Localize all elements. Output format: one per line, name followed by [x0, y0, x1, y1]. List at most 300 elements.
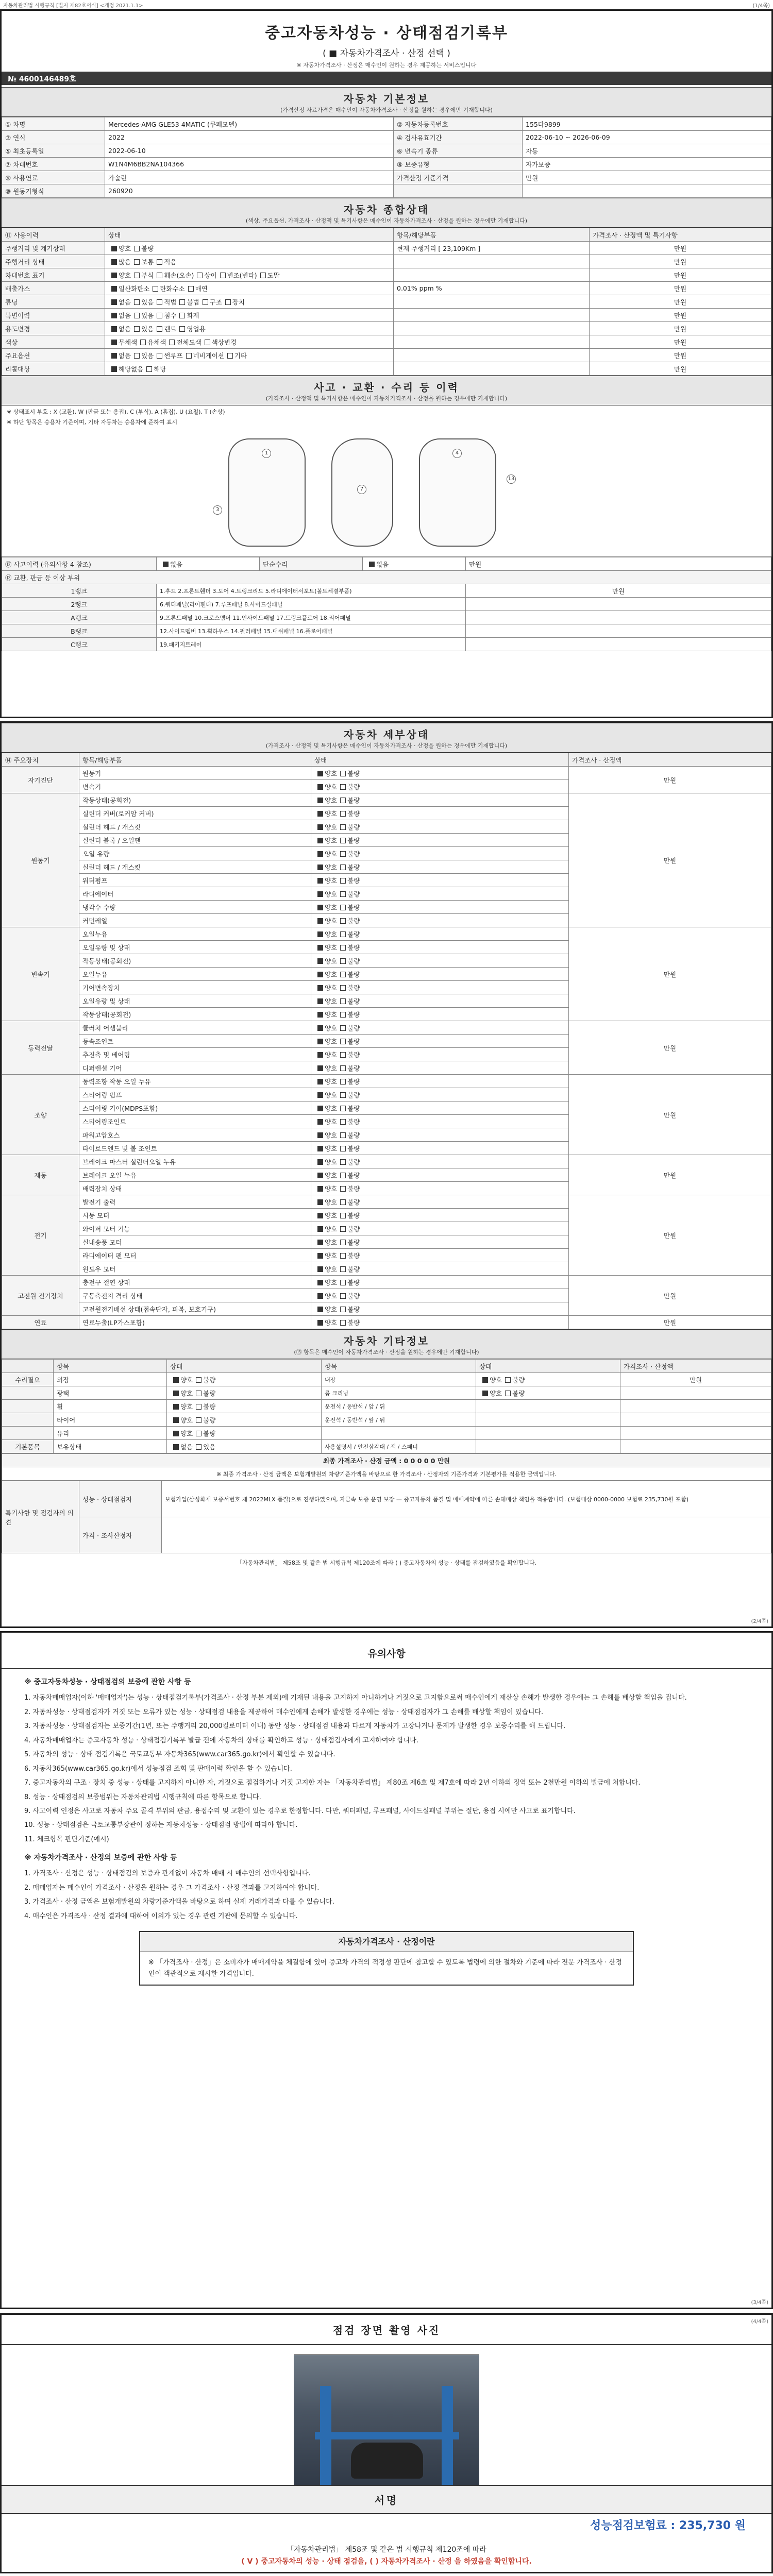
- detail-item: 실린더 헤드 / 개스킷: [79, 860, 311, 874]
- detail-item: 변속기: [79, 780, 311, 793]
- checkbox-icon[interactable]: [146, 366, 152, 372]
- checkbox-icon[interactable]: [340, 865, 346, 870]
- other-row: [2, 1440, 771, 1453]
- checkbox-icon[interactable]: [173, 1444, 179, 1450]
- checkbox-icon[interactable]: [340, 1213, 346, 1218]
- checkbox-icon[interactable]: [340, 1146, 346, 1151]
- notice-item: 1. 가격조사 · 산정은 성능 · 상태점검의 보증과 관계없이 자동차 매매 시 매수인의 선택사항입니다.: [24, 1870, 311, 1878]
- summary-detail: [394, 295, 590, 309]
- detail-item: 라디에이터 팬 모터: [79, 1249, 311, 1262]
- appraisal-definition-text: ※ 「가격조사 · 산정」은 소비자가 매매계약을 체결함에 있어 중고차 가격의 적정성 판단에 참고할 수 있도록 법령에 의한 절차와 기준에 따라 전문 가격조사 · 산정인이 객관적으로 제시한 가격입니다.: [148, 1959, 622, 1978]
- checkbox-icon[interactable]: [196, 1444, 201, 1450]
- checkbox-icon[interactable]: [317, 851, 323, 857]
- checkbox-icon[interactable]: [169, 340, 175, 345]
- special-label: 특기사항 및 점검자의 의견: [2, 1481, 79, 1553]
- detail-item: 와이퍼 모터 기능: [79, 1222, 311, 1235]
- checkbox-icon[interactable]: [317, 1119, 323, 1125]
- checkbox-icon[interactable]: [317, 1039, 323, 1044]
- document-note: ※ 자동차가격조사 · 산정은 매수인이 원하는 경우 제공하는 서비스입니다: [296, 62, 477, 69]
- summary-detail: [394, 255, 590, 268]
- checkbox-icon[interactable]: [317, 998, 323, 1004]
- notice-item: 8. 성능 · 상태점검의 보증범위는 자동차관리법 시행규칙에 따른 항목으로 합니다.: [24, 1793, 261, 1801]
- accident-history-label: ⑫ 사고이력 (유의사항 4 참조): [2, 557, 157, 571]
- page-1: [0, 9, 773, 718]
- detail-item: 등속조인트: [79, 1035, 311, 1048]
- checkbox-icon[interactable]: [317, 1226, 323, 1232]
- summary-state: 일산화탄소 탄화수소 매연: [105, 282, 394, 295]
- basic-info-value: 2022-06-10: [105, 144, 394, 158]
- checkbox-icon[interactable]: [340, 811, 346, 817]
- checkbox-icon[interactable]: [340, 824, 346, 830]
- checkbox-icon[interactable]: [340, 1159, 346, 1165]
- special-inspector-value: 보험가입(삼성화재 보증서번호 제 2022MLX 품질)으로 진행하였으며, 자금속 보증 운영 보장 — 중고자동차 품질 및 매매계약에 따른 손해배상 책임을 적용합니다. (보험대상 0000-0000 보험료 235,730원 포함): [162, 1481, 771, 1517]
- summary-row: [2, 309, 771, 322]
- checkbox-icon[interactable]: [317, 1132, 323, 1138]
- checkbox-icon[interactable]: [196, 1417, 201, 1423]
- checkbox-icon[interactable]: [317, 945, 323, 951]
- checkbox-icon[interactable]: [340, 1280, 346, 1285]
- basic-info-label: ⑥ 변속기 종류: [394, 144, 523, 158]
- detail-item: 고전원전기배선 상태(접속단자, 피복, 보호기구): [79, 1302, 311, 1316]
- checkbox-icon[interactable]: [173, 1417, 179, 1423]
- form-header-line: [0, 0, 773, 8]
- rank-price: 만원: [466, 584, 771, 598]
- checkbox-icon[interactable]: [317, 1266, 323, 1272]
- basic-info-value: 2022: [105, 131, 394, 144]
- detail-item: 실린더 커버(로커암 커버): [79, 807, 311, 820]
- summary-state: 해당없음 해당: [105, 362, 394, 376]
- checkbox-icon[interactable]: [317, 905, 323, 910]
- other-state-b: 양호 불량: [476, 1386, 620, 1400]
- checkbox-icon[interactable]: [340, 1025, 346, 1031]
- checkbox-icon[interactable]: [340, 1253, 346, 1259]
- rank-price: [466, 598, 771, 611]
- checkbox-icon[interactable]: [173, 1391, 179, 1396]
- checkbox-icon[interactable]: [111, 286, 117, 292]
- rank-row: [2, 638, 771, 651]
- summary-row: [2, 335, 771, 349]
- checkbox-icon[interactable]: [111, 366, 117, 372]
- detail-state: 양호 불량: [311, 847, 569, 860]
- checkbox-icon[interactable]: [340, 1079, 346, 1084]
- other-title: 자동차 기타정보: [343, 1335, 430, 1347]
- other-item-b: 내장: [322, 1373, 476, 1386]
- checkbox-icon[interactable]: [340, 771, 346, 776]
- basic-info-table: [2, 117, 771, 198]
- checkbox-icon[interactable]: [317, 1240, 323, 1245]
- other-price: [620, 1427, 771, 1440]
- detail-row: [2, 767, 771, 780]
- other-item-b: 사용설명서 / 안전삼각대 / 잭 / 스패너: [322, 1440, 476, 1453]
- checkbox-icon[interactable]: [317, 1186, 323, 1192]
- checkbox-icon[interactable]: [140, 340, 146, 345]
- other-price: [620, 1440, 771, 1453]
- basic-info-label: [394, 184, 523, 198]
- basic-info-value: [523, 184, 771, 198]
- checkbox-icon[interactable]: [340, 1186, 346, 1192]
- checkbox-icon[interactable]: [111, 259, 117, 265]
- other-state: 양호 불량: [167, 1413, 322, 1427]
- other-item: 광택: [54, 1386, 167, 1400]
- other-price: [620, 1413, 771, 1427]
- checkbox-icon[interactable]: [317, 1106, 323, 1111]
- other-col-price: 가격조사 · 산정액: [620, 1360, 771, 1373]
- detail-item: 작동상태(공회전): [79, 1008, 311, 1021]
- checkbox-icon[interactable]: [340, 784, 346, 790]
- part-marker: 7: [357, 485, 366, 494]
- basic-info-label: ⑦ 차대번호: [2, 158, 105, 171]
- summary-detail: 현재 주행거리 [ 23,109Km ]: [394, 242, 590, 255]
- detail-item: 스티어링 펌프: [79, 1088, 311, 1101]
- checkbox-icon[interactable]: [173, 1431, 179, 1436]
- checkbox-icon[interactable]: [111, 246, 117, 251]
- other-item: 유리: [54, 1427, 167, 1440]
- detail-group: 자기진단: [2, 767, 79, 793]
- checkbox-icon[interactable]: [134, 259, 140, 265]
- checkbox-icon[interactable]: [225, 299, 231, 305]
- checkbox-icon[interactable]: [317, 1173, 323, 1178]
- accident-title: 사고 · 교환 · 수리 등 이력: [314, 381, 459, 394]
- checkbox-icon[interactable]: [317, 891, 323, 897]
- detail-row: [2, 793, 771, 807]
- other-item-b: 운전석 / 동반석 / 앞 / 뒤: [322, 1413, 476, 1427]
- checkbox-icon[interactable]: [340, 851, 346, 857]
- checkbox-icon[interactable]: [317, 798, 323, 803]
- checkbox-icon[interactable]: [340, 1293, 346, 1299]
- other-state-b: [476, 1440, 620, 1453]
- part-marker: 4: [452, 449, 462, 458]
- checkbox-icon[interactable]: [317, 958, 323, 964]
- detail-price: 만원: [569, 1155, 771, 1195]
- detail-state: 양호 불량: [311, 793, 569, 807]
- checkbox-icon[interactable]: [340, 838, 346, 843]
- checkbox-icon[interactable]: [179, 299, 185, 305]
- signature-section: [2, 2485, 771, 2572]
- checkbox-icon[interactable]: [157, 326, 162, 332]
- checkbox-icon[interactable]: [205, 340, 210, 345]
- rank-label: C랭크: [2, 638, 157, 651]
- rank-price: [466, 638, 771, 651]
- other-price: 만원: [620, 1373, 771, 1386]
- checkbox-icon[interactable]: [340, 878, 346, 884]
- checkbox-icon[interactable]: [317, 1293, 323, 1299]
- rank-price: [466, 624, 771, 638]
- signature-footer: [2, 2544, 771, 2567]
- checkbox-icon[interactable]: [317, 972, 323, 977]
- detail-item: 발전기 출력: [79, 1195, 311, 1209]
- checkbox-icon[interactable]: [340, 918, 346, 924]
- checkbox-icon[interactable]: [196, 1391, 201, 1396]
- checkbox-icon[interactable]: [173, 1377, 179, 1383]
- checkbox-icon[interactable]: [340, 1039, 346, 1044]
- checkbox-icon[interactable]: [111, 326, 117, 332]
- accident-legend-2: ※ 하단 항목은 승용차 기준이며, 기타 자동차는 승용차에 준하여 표시: [7, 419, 178, 426]
- checkbox-icon[interactable]: [340, 1199, 346, 1205]
- checkbox-icon[interactable]: [260, 273, 266, 278]
- checkbox-icon[interactable]: [317, 1025, 323, 1031]
- checkbox-icon[interactable]: [134, 326, 140, 332]
- checkbox-icon[interactable]: [317, 918, 323, 924]
- checkbox-icon[interactable]: [317, 838, 323, 843]
- checkbox-icon[interactable]: [340, 1226, 346, 1232]
- detail-state: 양호 불량: [311, 981, 569, 994]
- checkbox-icon[interactable]: [317, 824, 323, 830]
- checkbox-icon[interactable]: [317, 1199, 323, 1205]
- photo-section-title: 점검 장면 촬영 사진: [2, 2315, 771, 2345]
- checkbox-icon[interactable]: [317, 1012, 323, 1018]
- checkbox-icon[interactable]: [340, 1065, 346, 1071]
- notice-subheading-1: ※ 중고자동차성능 · 상태점검의 보증에 관한 사항 등: [24, 1678, 191, 1687]
- checkbox-icon[interactable]: [134, 313, 140, 318]
- other-item: 보유상태: [54, 1440, 167, 1453]
- detail-table: [2, 753, 771, 1329]
- checkbox-icon[interactable]: [317, 1065, 323, 1071]
- notice-section: [2, 1633, 771, 1993]
- checkbox-icon[interactable]: [317, 1253, 323, 1259]
- checkbox-icon[interactable]: [196, 1431, 201, 1436]
- checkbox-icon[interactable]: [505, 1377, 511, 1383]
- checkbox-icon[interactable]: [482, 1377, 488, 1383]
- checkbox-icon[interactable]: [340, 985, 346, 991]
- checkbox-icon[interactable]: [340, 1052, 346, 1058]
- basic-info-row: [2, 144, 771, 158]
- other-group: 수리필요: [2, 1373, 54, 1386]
- checkbox-icon[interactable]: [111, 273, 117, 278]
- checkbox-icon[interactable]: [340, 891, 346, 897]
- checkbox-icon[interactable]: [317, 1307, 323, 1312]
- rank-row: [2, 611, 771, 624]
- rank-parts: 1.후드 2.프론트휀더 3.도어 4.트렁크리드 5.라디에이터서포트(볼트체결부품): [157, 584, 466, 598]
- notice-item: 6. 자동차365(www.car365.go.kr)에서 성능점검 조회 및 판매이력 확인을 할 수 있습니다.: [24, 1765, 292, 1773]
- checkbox-icon[interactable]: [186, 353, 192, 359]
- other-state-b: 양호 불량: [476, 1373, 620, 1386]
- checkbox-icon[interactable]: [317, 1320, 323, 1326]
- checkbox-icon[interactable]: [340, 931, 346, 937]
- checkbox-icon[interactable]: [317, 1052, 323, 1058]
- checkbox-icon[interactable]: [317, 1159, 323, 1165]
- checkbox-icon[interactable]: [317, 878, 323, 884]
- rank-label: A랭크: [2, 611, 157, 624]
- lift-platform: [315, 2432, 459, 2439]
- checkbox-icon[interactable]: [340, 1320, 346, 1326]
- checkbox-icon[interactable]: [134, 273, 140, 278]
- checkbox-icon[interactable]: [340, 1012, 346, 1018]
- checkbox-icon[interactable]: [317, 811, 323, 817]
- other-row: [2, 1400, 771, 1413]
- detail-group: 제동: [2, 1155, 79, 1195]
- checkbox-icon[interactable]: [157, 313, 162, 318]
- rank-row: [2, 598, 771, 611]
- checkbox-icon[interactable]: [340, 958, 346, 964]
- checkbox-icon[interactable]: [227, 353, 233, 359]
- detail-item: 파워고압호스: [79, 1128, 311, 1142]
- checkbox-icon[interactable]: [111, 353, 117, 359]
- detail-price: 만원: [569, 793, 771, 927]
- checkbox-icon[interactable]: [317, 1079, 323, 1084]
- detail-state: 양호 불량: [311, 887, 569, 901]
- checkbox-icon[interactable]: [157, 273, 162, 278]
- basic-info-label: ② 자동차등록번호: [394, 117, 523, 131]
- part-marker: 1: [262, 449, 271, 458]
- checkbox-icon[interactable]: [340, 1173, 346, 1178]
- rank-label: 2랭크: [2, 598, 157, 611]
- detail-item: 오일유량 및 상태: [79, 994, 311, 1008]
- checkbox-icon[interactable]: [188, 286, 194, 292]
- special-appraiser-value: [162, 1517, 771, 1553]
- detail-col-device: ⑭ 주요장치: [2, 753, 79, 767]
- checkbox-icon[interactable]: [134, 246, 140, 251]
- checkbox-icon[interactable]: [317, 1280, 323, 1285]
- summary-state: 양호 불량: [105, 242, 394, 255]
- checkbox-icon[interactable]: [196, 1404, 201, 1410]
- detail-state: 양호 불량: [311, 860, 569, 874]
- checkbox-icon[interactable]: [157, 259, 162, 265]
- checkbox-icon[interactable]: [173, 1404, 179, 1410]
- summary-row: [2, 322, 771, 335]
- inspection-photo-1: [294, 2354, 479, 2494]
- summary-state: 많음 보통 적음: [105, 255, 394, 268]
- detail-state: 양호 불량: [311, 941, 569, 954]
- detail-price: 만원: [569, 1075, 771, 1155]
- checkbox-icon[interactable]: [340, 1266, 346, 1272]
- detail-price: 만원: [569, 1316, 771, 1329]
- other-state: 양호 불량: [167, 1373, 322, 1386]
- other-state: 양호 불량: [167, 1400, 322, 1413]
- detail-price: 만원: [569, 767, 771, 793]
- checkbox-icon[interactable]: [340, 798, 346, 803]
- detail-state: 양호 불량: [311, 901, 569, 914]
- checkbox-icon[interactable]: [340, 1132, 346, 1138]
- checkbox-icon[interactable]: [317, 1146, 323, 1151]
- basic-info-label: ⑧ 보증유형: [394, 158, 523, 171]
- summary-item: 주행거리 및 계기상태: [2, 242, 105, 255]
- detail-row: [2, 927, 771, 941]
- detail-state: 양호 불량: [311, 1035, 569, 1048]
- detail-col-item: 항목/해당부품: [79, 753, 311, 767]
- checkbox-icon[interactable]: [197, 273, 203, 278]
- detail-state: 양호 불량: [311, 1195, 569, 1209]
- basic-info-desc: (가격산정 자료가격은 매수인이 자동차가격조사 · 산정을 원하는 경우에만 기재합니다): [280, 107, 493, 113]
- checkbox-icon[interactable]: [111, 340, 117, 345]
- summary-col-use: ⑪ 사용이력: [2, 228, 105, 242]
- detail-state: 양호 불량: [311, 1262, 569, 1276]
- checkbox-icon[interactable]: [153, 286, 158, 292]
- checkbox-icon[interactable]: [482, 1391, 488, 1396]
- checkbox-icon[interactable]: [317, 771, 323, 776]
- notice-item: 1. 자동차매매업자(이하 '매매업자')는 성능 · 상태점검기록부(가격조사 · 산정 부분 제외)에 기재된 내용을 고지하지 아니하거나 거짓으로 고지함으로써 매수인에게 재산상 손해가 발생한 경우에는 그 손해를 배상할 책임을 집니다.: [24, 1694, 687, 1702]
- checkbox-icon[interactable]: [340, 1240, 346, 1245]
- detail-item: 충전구 절연 상태: [79, 1276, 311, 1289]
- checkbox-icon[interactable]: [340, 1106, 346, 1111]
- detail-title: 자동차 세부상태: [343, 728, 430, 741]
- other-header: [2, 1329, 771, 1359]
- checkbox-icon[interactable]: [317, 865, 323, 870]
- detail-col-state: 상태: [311, 753, 569, 767]
- notice-item: 3. 자동차성능 · 상태점검자는 보증기간(1년, 또는 주행거리 20,000킬로미터 이내) 동안 성능 · 상태점검 내용과 다르게 자동차가 고장나거나 문제가 발생한 경우 보증수리를 해 드립니다.: [24, 1722, 566, 1731]
- checkbox-icon[interactable]: [317, 985, 323, 991]
- basic-info-value: 2022-06-10 ~ 2026-06-09: [523, 131, 771, 144]
- detail-item: 오일유량 및 상태: [79, 941, 311, 954]
- other-col-group: [2, 1360, 54, 1373]
- checkbox-icon[interactable]: [505, 1391, 511, 1396]
- checkbox-icon[interactable]: [317, 1213, 323, 1218]
- rank-row: [2, 624, 771, 638]
- checkbox-icon[interactable]: [317, 1092, 323, 1098]
- checkbox-icon[interactable]: [340, 998, 346, 1004]
- exterior-parts-label: ⑬ 교환, 판금 등 이상 부위: [2, 571, 771, 584]
- checkbox-icon[interactable]: [340, 1092, 346, 1098]
- notice-item: 2. 매매업자는 매수인이 가격조사 · 산정을 원하는 경우 그 가격조사 · 산정 결과를 고지하여야 합니다.: [24, 1884, 320, 1892]
- detail-item: 브레이크 오일 누유: [79, 1168, 311, 1182]
- checkbox-icon[interactable]: [179, 313, 185, 318]
- document-subtitle: ( ■ 자동차가격조사 · 산정 선택 ): [323, 48, 450, 59]
- page-number: (4/4쪽): [751, 2319, 768, 2325]
- checkbox-icon[interactable]: [134, 353, 140, 359]
- checkbox-icon[interactable]: [203, 299, 208, 305]
- rank-label: B랭크: [2, 624, 157, 638]
- detail-item: 라디에이터: [79, 887, 311, 901]
- summary-item: 차대번호 표기: [2, 268, 105, 282]
- detail-item: 오일누유: [79, 968, 311, 981]
- detail-group: 연료: [2, 1316, 79, 1329]
- checkbox-icon[interactable]: [220, 273, 226, 278]
- detail-desc: (가격조사 · 산정액 및 특기사항은 매수인이 자동차가격조사 · 산정을 원하는 경우에만 기재합니다): [265, 742, 508, 749]
- other-state-b: [476, 1400, 620, 1413]
- detail-state: 양호 불량: [311, 834, 569, 847]
- checkbox-icon[interactable]: [196, 1377, 201, 1383]
- summary-price: 만원: [590, 309, 771, 322]
- accident-desc: (가격조사 · 산정액 및 특기사항은 매수인이 자동차가격조사 · 산정을 원하는 경우에만 기재합니다): [265, 395, 508, 402]
- checkbox-icon[interactable]: [340, 972, 346, 977]
- detail-item: 시동 모터: [79, 1209, 311, 1222]
- basic-info-value: 155다9899: [523, 117, 771, 131]
- other-state-b: [476, 1427, 620, 1440]
- checkbox-icon[interactable]: [340, 1119, 346, 1125]
- detail-state: 양호 불량: [311, 1115, 569, 1128]
- document-title: 중고자동차성능 · 상태점검기록부: [264, 24, 508, 42]
- summary-price: 만원: [590, 335, 771, 349]
- checkbox-icon[interactable]: [111, 299, 117, 305]
- checkbox-icon[interactable]: [317, 931, 323, 937]
- basic-info-label: ④ 검사유효기간: [394, 131, 523, 144]
- checkbox-icon[interactable]: [340, 1307, 346, 1312]
- detail-row: [2, 1276, 771, 1289]
- final-price-label: 최종 가격조사 · 산정 금액 : 0 0 0 0 0 만원: [2, 1454, 771, 1467]
- detail-price: 만원: [569, 1276, 771, 1316]
- basic-info-label: 가격산정 기준가격: [394, 171, 523, 184]
- basic-info-label: ⑨ 사용연료: [2, 171, 105, 184]
- checkbox-icon[interactable]: [111, 313, 117, 318]
- checkbox-icon[interactable]: [134, 299, 140, 305]
- accident-header: [2, 376, 771, 405]
- other-col-state-b: 상태: [476, 1360, 620, 1373]
- detail-state: 양호 불량: [311, 1048, 569, 1061]
- detail-item: 연료누출(LP가스포함): [79, 1316, 311, 1329]
- summary-item: 특별이력: [2, 309, 105, 322]
- checkbox-icon[interactable]: [340, 945, 346, 951]
- checkbox-icon[interactable]: [157, 353, 162, 359]
- checkbox-icon[interactable]: [179, 326, 185, 332]
- detail-state: 양호 불량: [311, 1075, 569, 1088]
- checkbox-icon[interactable]: [340, 905, 346, 910]
- checkbox-icon: [369, 562, 375, 567]
- detail-state: 양호 불량: [311, 1249, 569, 1262]
- basic-info-label: ① 차명: [2, 117, 105, 131]
- detail-price: 만원: [569, 927, 771, 1021]
- detail-state: 양호 불량: [311, 1182, 569, 1195]
- checkbox-icon[interactable]: [157, 299, 162, 305]
- checkbox-icon[interactable]: [317, 784, 323, 790]
